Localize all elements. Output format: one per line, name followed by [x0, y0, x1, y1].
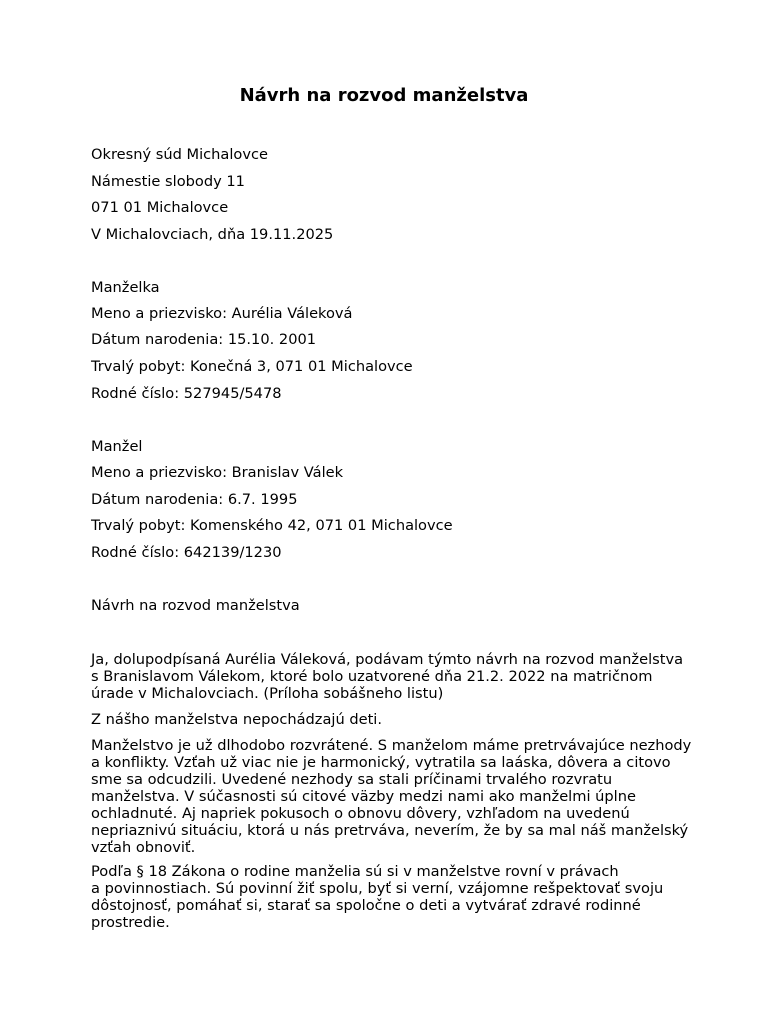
husband-heading: Manžel	[91, 438, 143, 455]
paragraph-line: Podľa § 18 Zákona o rodine manželia sú si v manželstve rovní v právach	[91, 863, 619, 880]
paragraph-line: a povinnostiach. Sú povinní žiť spolu, byť si verní, vzájomne rešpektovať svoju	[91, 880, 664, 897]
paragraph-line: Z nášho manželstva nepochádzajú deti.	[91, 711, 382, 728]
paragraph-line: nepriaznivú situáciu, ktorá u nás pretrváva, neverím, že by sa mal náš manželský	[91, 822, 689, 839]
court-city: 071 01 Michalovce	[91, 199, 229, 216]
wife-address: Trvalý pobyt: Konečná 3, 071 01 Michalovce	[91, 358, 413, 375]
paragraph-legal-basis	[91, 863, 691, 931]
paragraph-line: Manželstvo je už dlhodobo rozvrátené. S manželom máme pretrvávajúce nezhody	[91, 737, 692, 754]
wife-name: Meno a priezvisko: Aurélia Váleková	[91, 305, 353, 322]
paragraph-line: vzťah obnoviť.	[91, 839, 196, 856]
paragraph-children	[91, 711, 691, 728]
wife-id-number: Rodné číslo: 527945/5478	[91, 385, 282, 402]
husband-id-number: Rodné číslo: 642139/1230	[91, 544, 282, 561]
paragraph-line: ochladnuté. Aj napriek pokusoch o obnovu dôvery, vzhľadom na uvedenú	[91, 805, 630, 822]
paragraph-line: a konflikty. Vzťah už viac nie je harmonický, vytratila sa laáska, dôvera a citovo	[91, 754, 671, 771]
husband-name: Meno a priezvisko: Branislav Válek	[91, 464, 344, 481]
court-street: Námestie slobody 11	[91, 173, 245, 190]
paragraph-line: Ja, dolupodpísaná Aurélia Váleková, podávam týmto návrh na rozvod manželstva	[91, 651, 684, 668]
paragraph-line: manželstva. V súčasnosti sú citové väzby medzi nami ako manželmi úplne	[91, 788, 636, 805]
place-date: V Michalovciach, dňa 19.11.2025	[91, 226, 334, 243]
paragraph-line: prostredie.	[91, 914, 170, 931]
court-name: Okresný súd Michalovce	[91, 146, 268, 163]
paragraph-line: sme sa odcudzili. Uvedené nezhody sa stali príčinami trvalého rozvratu	[91, 771, 613, 788]
wife-heading: Manželka	[91, 279, 160, 296]
paragraph-marriage-details	[91, 651, 691, 702]
paragraph-line: s Branislavom Válekom, ktoré bolo uzatvorené dňa 21.2. 2022 na matričnom	[91, 668, 653, 685]
paragraph-line: úrade v Michalovciach. (Príloha sobášneho listu)	[91, 685, 444, 702]
wife-birth-date: Dátum narodenia: 15.10. 2001	[91, 331, 317, 348]
document-title: Návrh na rozvod manželstva	[239, 85, 529, 106]
husband-birth-date: Dátum narodenia: 6.7. 1995	[91, 491, 298, 508]
subject-line: Návrh na rozvod manželstva	[91, 597, 300, 614]
paragraph-reasons	[91, 737, 691, 856]
paragraph-line: dôstojnosť, pomáhať si, starať sa spoločne o deti a vytvárať zdravé rodinné	[91, 897, 641, 914]
husband-address: Trvalý pobyt: Komenského 42, 071 01 Michalovce	[91, 517, 453, 534]
